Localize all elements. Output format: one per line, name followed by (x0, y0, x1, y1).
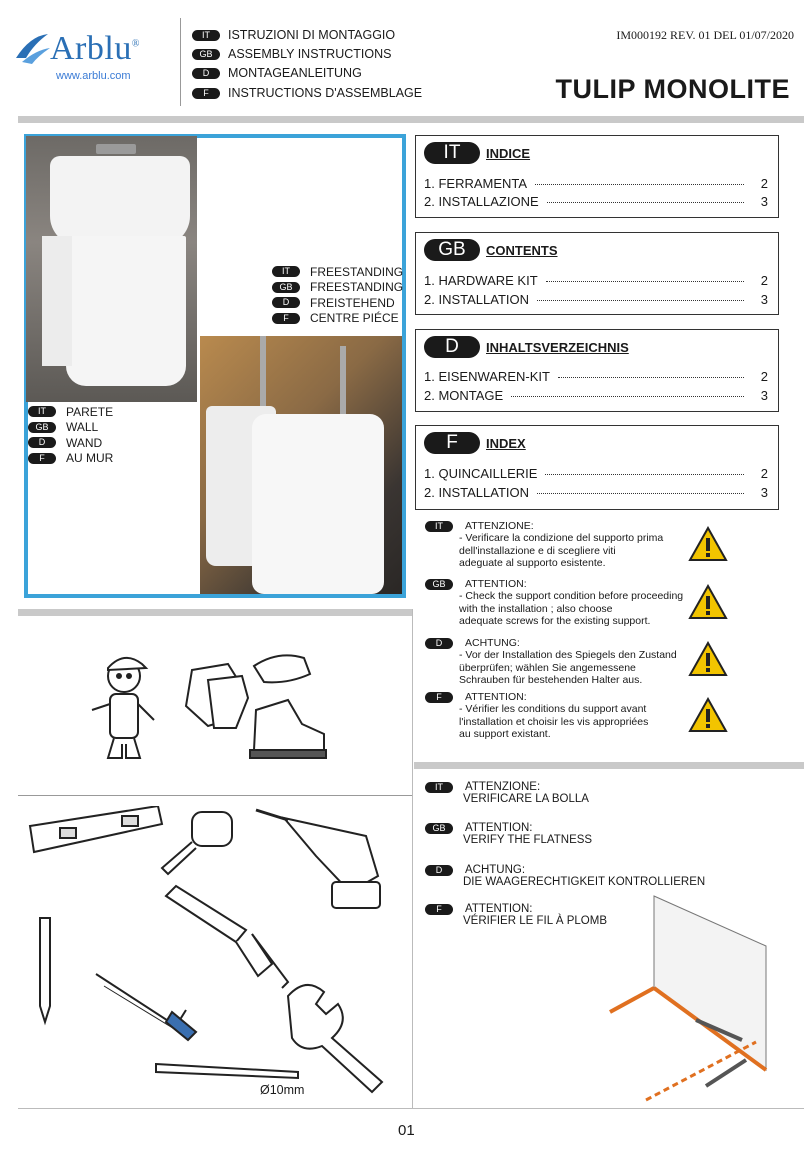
brand-url[interactable]: www.arblu.com (56, 70, 131, 82)
spirit-level-icon (30, 806, 162, 852)
gloves-icon (186, 664, 248, 728)
section-separator (18, 116, 804, 123)
index-box-d: D INHALTSVERZEICHNIS 1. EISENWAREN-KIT 2 2. MONTAGE 3 (415, 329, 779, 412)
index-box-it: IT INDICE 1. FERRAMENTA 2 2. INSTALLAZIONE 3 (415, 135, 779, 218)
flatness-gb: GB ATTENTION: VERIFY THE FLATNESS (425, 822, 592, 846)
index-box-f: F INDEX 1. QUINCAILLERIE 2 2. INSTALLATION 3 (415, 425, 779, 510)
drill-bit-size: Ø10mm (260, 1083, 305, 1097)
pencil-icon (40, 918, 50, 1022)
warning-d: D ACHTUNG: - Vor der Installation des Spiegels den Zustand überprüfen; wählen Sie angemessene Schrauben für bestehenden Halter aus. (425, 637, 725, 687)
warning-triangle-icon (688, 641, 728, 677)
freestanding-labels: IT FREESTANDING GB FREESTANDING D FREISTEHEND F CENTRE PIÉCE (272, 264, 403, 326)
document-reference: IM000192 REV. 01 DEL 01/07/2020 (616, 28, 794, 42)
brand-name: Arblu® (50, 30, 140, 67)
tape-measure-icon (162, 812, 232, 874)
freestanding-photo (200, 336, 402, 594)
column-divider (412, 609, 413, 1109)
goggles-icon (254, 655, 310, 682)
arblu-logo-mark (12, 28, 52, 68)
adjustable-wrench-icon (288, 985, 382, 1092)
flatness-d: D ACHTUNG: DIE WAAGERECHTIGKEIT KONTROLLIEREN (425, 864, 705, 888)
wall-mounted-photo (26, 136, 197, 402)
section-separator (18, 609, 412, 616)
section-rule (18, 795, 412, 796)
lang-title-it: IT ISTRUZIONI DI MONTAGGIO (192, 28, 395, 42)
warning-gb: GB ATTENTION: - Check the support condition before proceeding with the installation ; also choose adequate screws for the existing support. (425, 578, 725, 628)
lang-title-gb: GB ASSEMBLY INSTRUCTIONS (192, 47, 391, 61)
warning-triangle-icon (688, 526, 728, 562)
product-title: TULIP MONOLITE (555, 74, 790, 104)
index-box-gb: GB CONTENTS 1. HARDWARE KIT 2 2. INSTALLATION 3 (415, 232, 779, 315)
bottom-rule (18, 1108, 804, 1109)
lang-title-d: D MONTAGEANLEITUNG (192, 66, 362, 80)
wall-labels: IT PARETE GB WALL D WAND F AU MUR (28, 404, 113, 466)
tools-illustration (26, 806, 406, 1096)
flatness-it: IT ATTENZIONE: VERIFICARE LA BOLLA (425, 781, 589, 805)
warning-triangle-icon (688, 697, 728, 733)
warning-triangle-icon (688, 584, 728, 620)
section-separator (414, 762, 804, 769)
warning-f: F ATTENTION: - Vérifier les conditions du support avant l'installation et choisir les vis appropriées au support existant. (425, 691, 725, 741)
header-divider (180, 18, 181, 106)
lang-title-f: F INSTRUCTIONS D'ASSEMBLAGE (192, 86, 422, 100)
page-number: 01 (398, 1122, 415, 1139)
drill-bit-icon (156, 1064, 298, 1078)
wall-corner-illustration (606, 890, 802, 1106)
safety-boot-icon (250, 700, 326, 758)
caulking-gun-icon (166, 886, 288, 988)
drill-icon (256, 810, 380, 908)
hacksaw-icon (96, 974, 196, 1040)
safety-equipment-illustration (88, 650, 348, 766)
flatness-f: F ATTENTION: VÉRIFIER LE FIL À PLOMB (425, 903, 607, 927)
worker-icon (92, 658, 154, 758)
warning-it: IT ATTENZIONE: - Verificare la condizione del supporto prima dell'installazione e di scegliere viti adeguate al supporto esistente. (425, 520, 725, 570)
